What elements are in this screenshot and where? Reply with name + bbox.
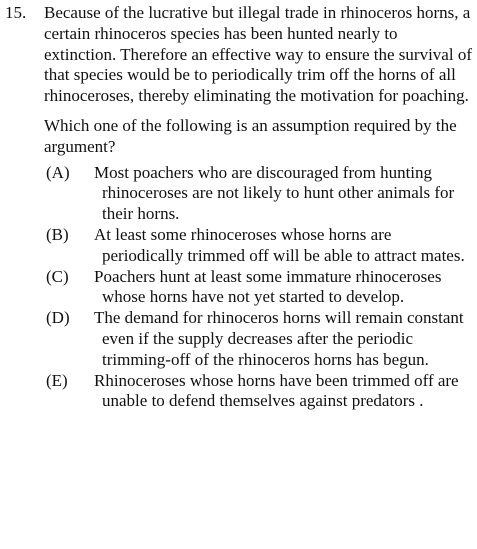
choice-letter: (E) — [46, 370, 68, 390]
question-number: 15. — [5, 3, 27, 22]
choice-text: The demand for rhinoceros horns will remain constant even if the supply decreases after the periodic trimming-off of the rhinoceros horns has begun. — [94, 308, 464, 369]
choice-text: Most poachers who are discouraged from hunting rhinoceroses are not likely to hunt other animals for their horns. — [94, 162, 455, 224]
choice-e[interactable] — [46, 371, 473, 413]
choice-a[interactable] — [46, 163, 473, 225]
choice-text: At least some rhinoceroses whose horns are periodically trimmed off will be able to attract mates. — [94, 224, 465, 265]
choice-text: Rhinoceroses whose horns have been trimmed off are unable to defend themselves against predators . — [94, 370, 459, 411]
choice-letter: (A) — [46, 162, 70, 182]
choice-letter: (C) — [46, 266, 69, 286]
question-block — [5, 3, 473, 412]
choice-text: Poachers hunt at least some immature rhinoceroses whose horns have not yet started to develop. — [94, 266, 442, 307]
choice-c[interactable] — [46, 267, 473, 309]
choice-letter: (B) — [46, 224, 69, 244]
question-stem: Which one of the following is an assumption required by the argument? — [44, 115, 457, 156]
stimulus-passage: Because of the lucrative but illegal trade in rhinoceros horns, a certain rhinoceros species has been hunted nearly to extinction. Therefore an effective way to ensure the survival of that species would be to periodically trim off the horns of all rhinoceroses, thereby eliminating the motivation for poaching. — [44, 3, 472, 106]
choice-letter: (D) — [46, 308, 70, 328]
question-row — [5, 3, 473, 412]
choice-b[interactable] — [46, 225, 473, 267]
choice-d[interactable] — [46, 308, 473, 370]
question-body — [44, 3, 473, 412]
answer-choices — [44, 163, 473, 413]
